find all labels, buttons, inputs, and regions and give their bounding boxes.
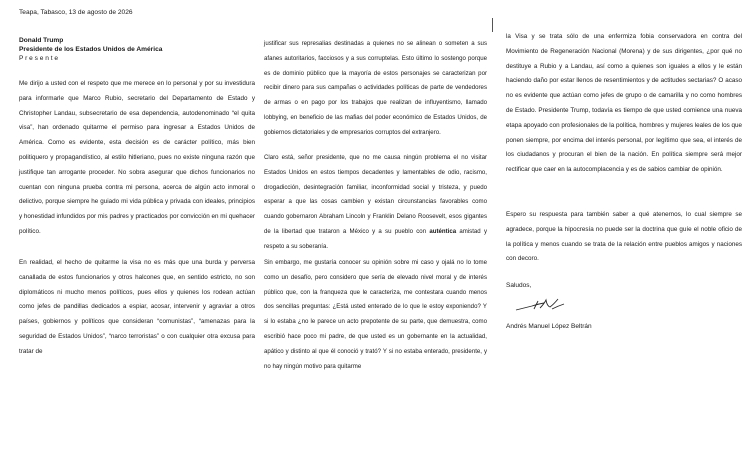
column-1-paragraph-2: En realidad, el hecho de quitarme la visa no es más que una burda y perversa canallada de estos funcionarios y otros halcones que, en sentido estricto, no son diplomáticos ni mucho menos políticos, pues ellos y quienes los rodean actúan como jefes de pandillas dedicados a espiar, acosar, intervenir y agraviar a otros países, gobiernos y políticos que consideran “comunistas”, “amenazas para la seguridad de Estados Unidos”, “narco terroristas” o con cualquier otra excusa para tratar de bbox=[19, 259, 255, 355]
column-3-paragraph-2: Espero su respuesta para también saber a qué atenernos, lo cual siempre se agradece, porque la hipocresía no puede ser la doctrina que guíe el noble oficio de la política y menos cuando se trata de la relación entre pueblos amigos y naciones con decoro. bbox=[506, 211, 742, 263]
signature-icon bbox=[514, 294, 574, 314]
column-divider bbox=[492, 18, 493, 32]
emphasis-text: auténtica bbox=[429, 227, 457, 235]
dateline: Teapa, Tabasco, 13 de agosto de 2026 bbox=[19, 9, 133, 16]
addressee-title: Presidente de los Estados Unidos de América bbox=[19, 46, 163, 53]
addressee-block bbox=[19, 36, 162, 63]
column-3-paragraph-1: la Visa y se trata sólo de una enfermiza fobia conservadora en contra del Movimiento de Regeneración Nacional (Morena) y de sus dirigentes, ¿por qué no destituye a Rubio y a Landau, así como a quienes son iguales a ellos y le están haciendo daño por estar llenos de resentimientos y de actitudes sectarias? O acaso no es evidente que actúan como jefes de grupo o de camarilla y no como hombres de Estado. Presidente Trump, todavía es tiempo de que usted comience una nueva etapa apoyado con profesionales de la política, hombres y mujeres leales de los que ponen siempre, por encima del interés personal, por legítimo que sea, el interés de los ciudadanos y procuran el bien de la nación. En política siempre será mejor rectificar que caer en la autocomplacencia y es de sabios cambiar de opinión. bbox=[506, 33, 742, 174]
closing-salutation: Saludos, bbox=[506, 282, 532, 289]
column-2-paragraph-2 bbox=[264, 151, 487, 255]
handwritten-signature bbox=[514, 294, 574, 319]
paragraph-text-start: Claro está, señor presidente, que no me causa ningún problema el no visitar Estados Unidos en estos tiempos decadentes y lamentables de odio, racismo, drogadicción, desintegración familiar, inconformidad social y tristeza, y puedo esperar a que las cosas cambien y existan circunstancias favorables como cuando gobernaron Abraham Lincoln y Franklin Delano Roosevelt, esos gigantes de la libertad que trataron a México y a su pueblo con bbox=[264, 154, 487, 235]
column-2-paragraph-1: justificar sus represalias destinadas a quienes no se alinean o someten a sus afanes autoritarios, facciosos y a sus corruptelas. Esto último lo sostengo porque es de dominio público que la mayoría de estos personajes se caracterizan por recibir dinero para sus campañas o actividades políticas de parte de vendedores de armas o en pago por los trabajos que realizan de influyentismo, llamado lobbying, en beneficio de las mafias del poder económico de Estados Unidos, de gobiernos dictatoriales y de empresarios corruptos del extranjero. bbox=[264, 40, 487, 136]
addressee-name: Donald Trump bbox=[19, 37, 64, 44]
column-1-paragraph-1: Me dirijo a usted con el respeto que me merece en lo personal y por su investidura para informarle que Marco Rubio, secretario del Departamento de Estado y Christopher Landau, subsecretario de esa dependencia, autodenominado “el quita visa”, han ordenado quitarme el permiso para ingresar a Estados Unidos de América. Como es evidente, esta decisión es de carácter político, más bien politiquero y propagandístico, al estilo hitleriano, pues no existe ninguna razón que justifique tan arrogante proceder. No sobra asegurar que dichos funcionarios no cuentan con ninguna prueba contra mi persona, acerca de algún acto inmoral o delictivo, porque siempre he guiado mi vida pública y privada con ideales, principios y honestidad infundidos por mis padres y practicados por convicción en mi quehacer político. bbox=[19, 80, 255, 235]
signer-name: Andrés Manuel López Beltrán bbox=[506, 323, 592, 330]
paragraph-text-end: amistad y respeto a su soberanía. bbox=[264, 227, 487, 250]
column-2-paragraph-3: Sin embargo, me gustaría conocer su opinión sobre mi caso y ojalá no lo tome como un desafío, pero considero que sería de elevado nivel moral y de interés público que, con la franqueza que le caracteriza, me contestara cuando menos dos sencillas preguntas: ¿Está usted enterado de lo que le estoy exponiendo? Y si lo estaba ¿no le parece un acto prepotente de su parte, que demuestra, como escribió hace poco mi padre, de que usted es un gobernante en la actualidad, apático y distinto al que él conoció y trató? Y si no estaba enterado, presidente, y no hay ningún motivo para quitarme bbox=[264, 259, 487, 370]
addressee-present: P r e s e n t e bbox=[19, 55, 59, 62]
